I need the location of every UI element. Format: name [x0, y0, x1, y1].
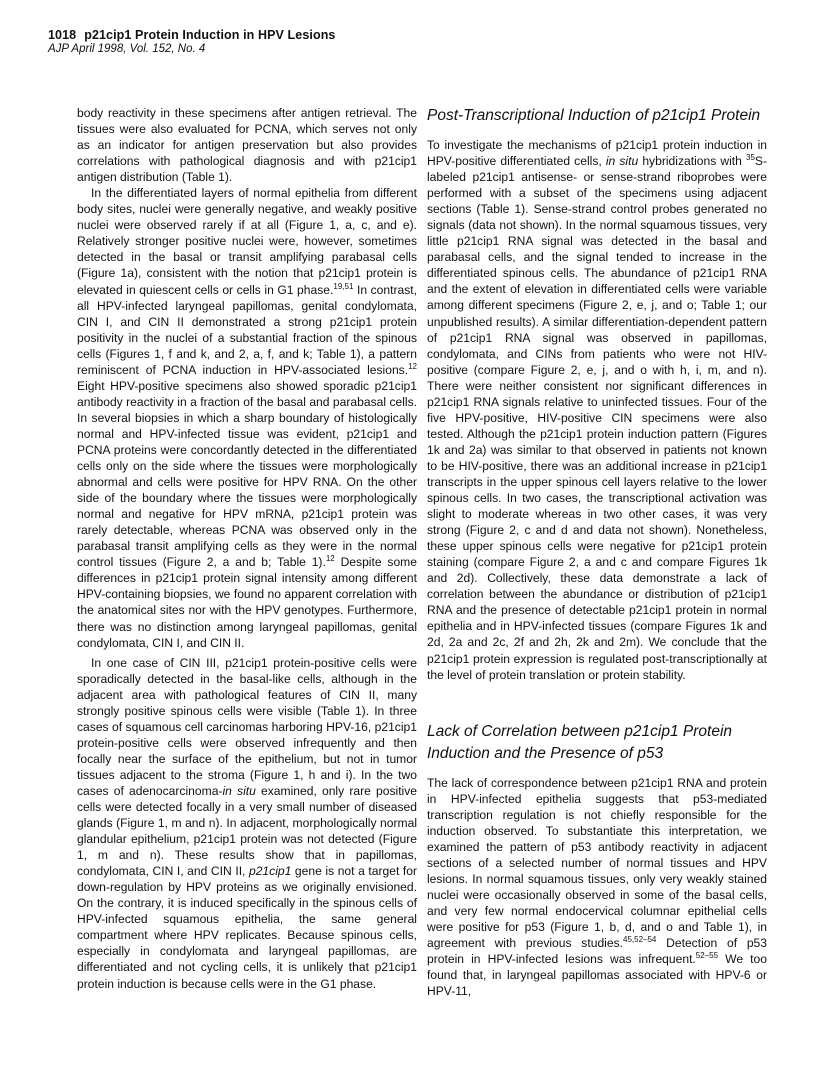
text-run: In contrast, all HPV-infected laryngeal papillomas, genital condylomata, CIN I, and CIN II demonstrated a strong p21cip1 protein positivity in the nuclei of a substantial fraction of the spinous cells (Figures 1, f and k, and 2, a, f, and k; Table 1), a pattern reminiscent of PCNA induction in HPV-associated lesions.	[77, 282, 417, 377]
reference-superscript: 19,51	[333, 281, 354, 291]
reference-superscript: 12	[408, 361, 417, 371]
section-heading: Post-Transcriptional Induction of p21cip1 Protein	[427, 107, 761, 124]
text-run: gene is not a target for down-regulation by HPV proteins as we originally envisioned. On the contrary, it is induced specifically in the spinous cells of HPV-infected squamous epithelia, the same general compartment where HPV replicates. Because spinous cells, especially in condylomata and laryngeal papillomas, are differentiated and not cycling cells, it is unlikely that p21cip1 protein induction is because cells were in the G1 phase.	[77, 864, 417, 991]
journal-citation: AJP April 1998, Vol. 152, No. 4	[48, 43, 206, 55]
text-run: To investigate the mechanisms of p21cip1 protein induction in HPV-positive differentiated cells,	[427, 138, 767, 169]
reference-superscript: 45,52–54	[623, 935, 657, 945]
text-run: in situ	[222, 783, 256, 798]
text-run: Despite some differences in p21cip1 protein signal intensity among different HPV-containing biopsies, we found no apparent correlation with the anatomical sites nor with the HPV genotypes. Furthermore, there was no distinction among laryngeal papillomas, genital condylomata, CIN I, and CIN II.	[77, 555, 417, 650]
paragraph	[77, 185, 417, 650]
reference-superscript: 52–55	[695, 951, 719, 961]
text-run: S-labeled p21cip1 antisense- or sense-strand riboprobes were performed with a subset of the specimens using adjacent sections (Table 1). Sense-strand control probes generated no signals (data not shown). In the normal squamous tissues, very little p21cip1 RNA signal was detected in the basal and parabasal cells, and the signal tended to increase in the differentiated spinous cells. The abundance of p21cip1 RNA and the extent of elevation in differentiated cells were variable among different specimens (Figure 2, e, j, and o; Table 1; our unpublished results). A similar differentiation-dependent pattern of p21cip1 RNA signal was observed in papillomas, condylomata, and CINs from patients who were not HIV-positive (compare Figure 2, e, j, and o with h, i, m, and n). There were neither consistent nor significant differences in p21cip1 RNA signals relative to uninfected tissues. Four of the five HPV-positive, HIV-positive CIN specimens were also tested. Although the p21cip1 protein induction pattern (Figures 1k and 2a) was similar to that observed in patients not known to be HIV-positive, there was an additional increase in p21cip1 transcripts in the upper spinous cell layers relative to the lower spinous cells. In two cases, the transcriptional activation was slight to moderate whereas in two other cases, it was very strong (Figure 2, c and d and data not shown). Nonetheless, these upper spinous cells were negative for p21cip1 protein staining (compare Figure 2, a and c and compare Figures 1k and 2d). Collectively, these data demonstrate a lack of correlation between the abundance or distribution of p21cip1 RNA and the presence of detectable p21cip1 protein in normal epithelia and in HPV-infected tissues (compare Figures 1k and 2d, 2a and 2c, 2f and 2h, 2k and 2m). We conclude that the p21cip1 protein expression is regulated post-transcriptionally at the level of protein translation or protein stability.	[427, 154, 768, 682]
text-run: in situ	[605, 154, 639, 169]
text-run: In one case of CIN III, p21cip1 protein-positive cells were sporadically detected in the basal-like cells, although in the adjacent area with pathological features of CIN II, many strongly positive spinous cells were visible (Table 1). In three cases of squamous cell carcinomas harboring HPV-16, p21cip1 protein-positive cells were observed infrequently and then focally near the surface of the epithelium, but not in tumor tissues adjacent to the stroma (Figure 1, h and i). In the two cases of adenocarcinoma-	[77, 655, 417, 798]
text-run: p21cip1	[248, 864, 292, 879]
isotope-superscript: 35	[746, 153, 755, 163]
running-header	[48, 28, 335, 55]
running-title: p21cip1 Protein Induction in HPV Lesions	[84, 28, 336, 42]
paragraph: body reactivity in these specimens after antigen retrieval. The tissues were also evaluated for PCNA, which serves not only as an indicator for antigen preservation but also provides correlations with pathological diagnosis and with p21cip1 antigen distribution (Table 1).	[77, 106, 417, 185]
text-run: Detection of p53 protein in HPV-infected lesions was infrequent.	[427, 936, 768, 967]
text-run: Eight HPV-positive specimens also showed sporadic p21cip1 antibody reactivity in a fraction of the basal and parabasal cells. In several biopsies in which a sharp boundary of histologically normal and HPV-infected tissue was evident, p21cip1 and PCNA proteins were concordantly detected in the differentiated cells only on the side where the tissues were morphologically abnormal and cells were positive for HPV RNA. On the other side of the boundary where the tissues were morphologically normal and negative for HPV mRNA, p21cip1 protein was rarely detectable, whereas PCNA was observed only in the parabasal transit amplifying cells as they were in the normal control tissues (Figure 2, a and b; Table 1).	[77, 378, 417, 570]
header-line	[48, 28, 335, 42]
text-run: examined, only rare positive cells were detected focally in a very small number of diseased glands (Figure 1, m and n). In adjacent, morphologically normal glandular epithelium, p21cip1 protein was not detected (Figure 1, m and n). These results show that in papillomas, condylomata, CIN I, and CIN II,	[77, 783, 418, 879]
left-column	[77, 105, 417, 992]
paragraph	[77, 655, 417, 992]
section-heading: Lack of Correlation between p21cip1 Protein Induction and the Presence of p53	[427, 722, 733, 762]
paragraph	[427, 137, 767, 683]
paragraph	[427, 775, 767, 1000]
page-number: 1018	[48, 28, 77, 42]
right-column	[427, 105, 767, 999]
text-run: We too found that, in laryngeal papillomas associated with HPV-6 or HPV-11,	[427, 952, 767, 999]
reference-superscript: 12	[325, 554, 335, 564]
text-run: hybridizations with	[638, 154, 747, 169]
text-run: In the differentiated layers of normal epithelia from different body sites, nuclei were generally negative, and weakly positive nuclei were observed rarely if at all (Figure 1, a, c, and e). Relatively stronger positive nuclei were, however, sometimes detected in the basal or transit amplifying parabasal cells (Figure 1a), consistent with the notion that p21cip1 protein is elevated in quiescent cells or cells in G1 phase.	[77, 186, 417, 297]
text-run: The lack of correspondence between p21cip1 RNA and protein in HPV-infected epithelia suggests that p53-mediated transcription regulation is not chiefly responsible for the induction observed. To substantiate this interpretation, we examined the pattern of p53 antibody reactivity in adjacent sections of a selected number of normal tissues and HPV lesions. In normal squamous tissues, only very weakly stained nuclei were occasionally observed in some of the basal cells, and very few normal endocervical columnar epithelial cells were positive for p53 (Figure 1, b, d, and o and Table 1), in agreement with previous studies.	[427, 775, 767, 951]
